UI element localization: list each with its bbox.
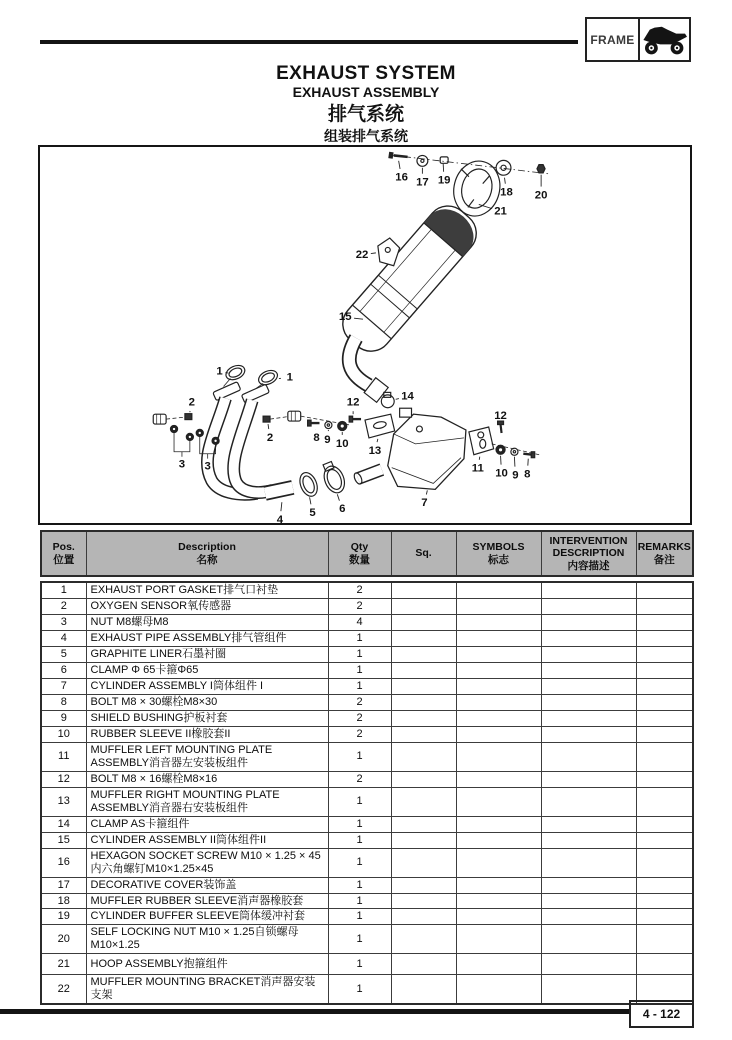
part-callout: 4	[276, 514, 284, 523]
screw-drawing	[388, 152, 407, 159]
frame-tab-label: FRAME	[587, 19, 640, 60]
pos-cell: 11	[41, 742, 86, 771]
intervention-cell	[541, 893, 636, 909]
clamp-as-drawing	[381, 392, 394, 407]
qty-cell: 2	[328, 726, 391, 742]
parts-table-body	[40, 581, 694, 1005]
part-callout: 9	[324, 433, 331, 446]
remarks-cell	[636, 742, 693, 771]
mounting-plate-right-drawing	[365, 414, 395, 438]
symbols-cell	[456, 848, 541, 877]
description-cell: GRAPHITE LINER石墨衬圈	[86, 647, 328, 663]
qty-cell: 1	[328, 662, 391, 678]
pos-cell: 17	[41, 877, 86, 893]
qty-cell: 1	[328, 816, 391, 832]
description-cell: CLAMP AS卡箍组件	[86, 816, 328, 832]
callout-leader-line	[281, 502, 282, 511]
sq-cell	[391, 832, 456, 848]
chamber-drawing	[388, 408, 466, 489]
callout-leader-line	[505, 178, 506, 184]
description-cell: RUBBER SLEEVE II橡胶套II	[86, 726, 328, 742]
symbols-cell	[456, 877, 541, 893]
part-callout: 15	[338, 311, 352, 324]
remarks-cell	[636, 615, 693, 631]
symbols-cell	[456, 832, 541, 848]
table-row	[41, 710, 693, 726]
description-cell: HOOP ASSEMBLY抱箍组件	[86, 954, 328, 975]
remarks-cell	[636, 662, 693, 678]
remarks-cell	[636, 599, 693, 615]
intervention-cell	[541, 678, 636, 694]
qty-cell: 1	[328, 631, 391, 647]
sq-cell	[391, 848, 456, 877]
mounting-plate-left-drawing	[469, 427, 494, 455]
table-row	[41, 975, 693, 1004]
intervention-cell	[541, 816, 636, 832]
symbols-cell	[456, 954, 541, 975]
part-callout: 8	[524, 468, 531, 481]
table-row	[41, 726, 693, 742]
qty-cell: 1	[328, 787, 391, 816]
symbols-cell	[456, 631, 541, 647]
description-cell: OXYGEN SENSOR氧传感器	[86, 599, 328, 615]
table-row	[41, 631, 693, 647]
remarks-cell	[636, 954, 693, 975]
pos-cell: 18	[41, 893, 86, 909]
intervention-cell	[541, 631, 636, 647]
intervention-cell	[541, 877, 636, 893]
pos-cell: 19	[41, 909, 86, 925]
qty-cell: 1	[328, 832, 391, 848]
symbols-cell	[456, 893, 541, 909]
description-cell: HEXAGON SOCKET SCREW M10 × 1.25 × 45内六角螺钉M10×1.25×45	[86, 848, 328, 877]
part-callout: 18	[500, 186, 513, 199]
pos-cell: 4	[41, 631, 86, 647]
page-number-box	[629, 1000, 694, 1028]
intervention-cell	[541, 832, 636, 848]
description-cell: DECORATIVE COVER装饰盖	[86, 877, 328, 893]
pos-cell: 16	[41, 848, 86, 877]
part-callout: 20	[534, 189, 548, 202]
symbols-cell	[456, 925, 541, 954]
part-callout: 8	[313, 431, 320, 444]
symbols-cell	[456, 662, 541, 678]
sq-cell	[391, 582, 456, 598]
part-callout: 12	[346, 396, 360, 409]
table-row	[41, 832, 693, 848]
table-row	[41, 742, 693, 771]
description-cell: CYLINDER ASSEMBLY II筒体组件II	[86, 832, 328, 848]
description-cell: EXHAUST PORT GASKET排气口衬垫	[86, 582, 328, 598]
pos-cell: 14	[41, 816, 86, 832]
muffler-drawing	[334, 198, 484, 360]
sq-cell	[391, 909, 456, 925]
nut-drawing	[537, 165, 545, 173]
fastener-drawing	[308, 416, 361, 430]
intervention-cell	[541, 975, 636, 1004]
footer-rule	[0, 1009, 629, 1014]
table-row	[41, 647, 693, 663]
part-callout: 7	[421, 497, 428, 510]
remarks-cell	[636, 631, 693, 647]
sq-cell	[391, 647, 456, 663]
intervention-cell	[541, 771, 636, 787]
part-callout: 5	[309, 507, 316, 520]
callout-leader-line	[514, 457, 515, 467]
description-cell: EXHAUST PIPE ASSEMBLY排气管组件	[86, 631, 328, 647]
pos-cell: 7	[41, 678, 86, 694]
intervention-cell	[541, 694, 636, 710]
callout-leader-line	[399, 161, 400, 169]
sq-cell	[391, 877, 456, 893]
part-callout: 3	[178, 458, 186, 471]
remarks-cell	[636, 832, 693, 848]
column-header-sq: Sq.	[391, 531, 456, 576]
sq-cell	[391, 816, 456, 832]
remarks-cell	[636, 710, 693, 726]
motorcycle-icon	[640, 19, 689, 60]
sq-cell	[391, 742, 456, 771]
part-callout: 12	[494, 410, 507, 423]
table-row	[41, 954, 693, 975]
qty-cell: 2	[328, 771, 391, 787]
qty-cell: 2	[328, 599, 391, 615]
header-rule	[40, 40, 578, 44]
clamp-drawing	[319, 459, 348, 495]
intervention-cell	[541, 647, 636, 663]
qty-cell: 1	[328, 877, 391, 893]
description-cell: MUFFLER RUBBER SLEEVE消声器橡胶套	[86, 893, 328, 909]
qty-cell: 4	[328, 615, 391, 631]
parts-table	[40, 530, 692, 1005]
callout-leader-line	[377, 439, 378, 442]
table-row	[41, 816, 693, 832]
table-row	[41, 771, 693, 787]
part-callout: 9	[512, 469, 519, 482]
qty-cell: 2	[328, 582, 391, 598]
pos-cell: 22	[41, 975, 86, 1004]
symbols-cell	[456, 787, 541, 816]
intervention-cell	[541, 909, 636, 925]
intervention-cell	[541, 615, 636, 631]
column-header-intervention: INTERVENTION DESCRIPTION 内容描述	[541, 531, 636, 576]
intervention-cell	[541, 726, 636, 742]
graphite-liner-drawing	[297, 470, 321, 499]
fastener-drawing-right	[492, 421, 539, 458]
qty-cell: 1	[328, 954, 391, 975]
part-callout: 14	[401, 390, 414, 403]
exploded-drawing	[40, 147, 690, 523]
table-row	[41, 877, 693, 893]
table-row	[41, 848, 693, 877]
part-callout: 1	[286, 371, 293, 384]
sq-cell	[391, 631, 456, 647]
callout-leader-line	[396, 399, 399, 400]
remarks-cell	[636, 678, 693, 694]
remarks-cell	[636, 787, 693, 816]
table-row	[41, 925, 693, 954]
symbols-cell	[456, 975, 541, 1004]
part-callout: 3	[204, 460, 211, 473]
column-header-description: Description 名称	[86, 531, 328, 576]
description-cell: CLAMP Φ 65卡箍Φ65	[86, 662, 328, 678]
table-row	[41, 615, 693, 631]
qty-cell: 1	[328, 647, 391, 663]
table-row	[41, 787, 693, 816]
page-subtitle-zh: 组装排气系统	[324, 128, 408, 144]
part-callout: 2	[188, 396, 196, 409]
pos-cell: 12	[41, 771, 86, 787]
description-cell: SHIELD BUSHING护板衬套	[86, 710, 328, 726]
decorative-cover-drawing	[417, 155, 428, 166]
frame-tab-box	[585, 17, 691, 62]
symbols-cell	[456, 599, 541, 615]
remarks-cell	[636, 771, 693, 787]
description-cell: NUT M8螺母M8	[86, 615, 328, 631]
sq-cell	[391, 975, 456, 1004]
callout-leader-line	[310, 497, 311, 504]
exploded-view-diagram	[38, 145, 692, 525]
intervention-cell	[541, 925, 636, 954]
description-cell: MUFFLER MOUNTING BRACKET消声器安装支架	[86, 975, 328, 1004]
pos-cell: 5	[41, 647, 86, 663]
sq-cell	[391, 662, 456, 678]
column-header-pos: Pos. 位置	[41, 531, 86, 576]
symbols-cell	[456, 726, 541, 742]
sq-cell	[391, 599, 456, 615]
symbols-cell	[456, 647, 541, 663]
intervention-cell	[541, 710, 636, 726]
part-callout: 22	[355, 248, 369, 261]
remarks-cell	[636, 647, 693, 663]
pos-cell: 2	[41, 599, 86, 615]
part-callout: 10	[495, 467, 508, 480]
page-number: 4 - 122	[642, 1007, 681, 1021]
column-header-symbols: SYMBOLS 标志	[456, 531, 541, 576]
table-row	[41, 662, 693, 678]
table-row	[41, 599, 693, 615]
symbols-cell	[456, 582, 541, 598]
title-block	[0, 64, 732, 145]
remarks-cell	[636, 893, 693, 909]
part-callout: 6	[339, 503, 346, 516]
qty-cell: 2	[328, 694, 391, 710]
pos-cell: 6	[41, 662, 86, 678]
table-row	[41, 582, 693, 598]
part-callout: 11	[471, 462, 484, 475]
intervention-cell	[541, 848, 636, 877]
rubber-sleeve-drawing	[496, 160, 511, 175]
intervention-cell	[541, 954, 636, 975]
pos-cell: 1	[41, 582, 86, 598]
part-callout: 17	[416, 176, 429, 189]
qty-cell: 1	[328, 909, 391, 925]
qty-cell: 1	[328, 848, 391, 877]
page-title: EXHAUST SYSTEM	[276, 63, 456, 84]
callout-leader-line	[337, 494, 339, 500]
sq-cell	[391, 954, 456, 975]
symbols-cell	[456, 678, 541, 694]
remarks-cell	[636, 877, 693, 893]
part-callout: 1	[216, 365, 223, 378]
pos-cell: 9	[41, 710, 86, 726]
intervention-cell	[541, 599, 636, 615]
intervention-cell	[541, 787, 636, 816]
sq-cell	[391, 893, 456, 909]
pos-cell: 13	[41, 787, 86, 816]
intervention-cell	[541, 742, 636, 771]
symbols-cell	[456, 615, 541, 631]
remarks-cell	[636, 694, 693, 710]
description-cell: BOLT M8 × 30螺栓M8×30	[86, 694, 328, 710]
symbols-cell	[456, 710, 541, 726]
table-row	[41, 694, 693, 710]
pos-cell: 20	[41, 925, 86, 954]
remarks-cell	[636, 582, 693, 598]
sq-cell	[391, 615, 456, 631]
remarks-cell	[636, 909, 693, 925]
remarks-cell	[636, 848, 693, 877]
symbols-cell	[456, 816, 541, 832]
table-row	[41, 678, 693, 694]
symbols-cell	[456, 742, 541, 771]
sq-cell	[391, 771, 456, 787]
sq-cell	[391, 694, 456, 710]
intervention-cell	[541, 662, 636, 678]
qty-cell: 1	[328, 925, 391, 954]
part-callout: 21	[494, 205, 507, 218]
callout-leader-line	[268, 424, 269, 429]
description-cell: BOLT M8 × 16螺栓M8×16	[86, 771, 328, 787]
intervention-cell	[541, 582, 636, 598]
part-callout: 13	[368, 444, 382, 457]
column-header-qty: Qty 数量	[328, 531, 391, 576]
remarks-cell	[636, 816, 693, 832]
qty-cell: 1	[328, 975, 391, 1004]
description-cell: MUFFLER LEFT MOUNTING PLATE ASSEMBLY消音器左安装板组件	[86, 742, 328, 771]
column-header-remarks: REMARKS 备注	[636, 531, 693, 576]
page-title-zh: 排气系统	[327, 104, 404, 125]
symbols-cell	[456, 909, 541, 925]
description-cell: CYLINDER BUFFER SLEEVE筒体缓冲衬套	[86, 909, 328, 925]
pos-cell: 8	[41, 694, 86, 710]
callout-leader-line	[479, 457, 480, 460]
part-callout: 2	[266, 431, 274, 444]
description-cell: CYLINDER ASSEMBLY I筒体组件 I	[86, 678, 328, 694]
pos-cell: 21	[41, 954, 86, 975]
buffer-sleeve-drawing	[440, 157, 448, 163]
sq-cell	[391, 925, 456, 954]
description-cell: MUFFLER RIGHT MOUNTING PLATE ASSEMBLY消音器右安装板组件	[86, 787, 328, 816]
sq-cell	[391, 787, 456, 816]
table-row	[41, 909, 693, 925]
remarks-cell	[636, 925, 693, 954]
remarks-cell	[636, 726, 693, 742]
pos-cell: 10	[41, 726, 86, 742]
part-callout: 19	[437, 174, 451, 187]
callout-leader-line	[371, 253, 376, 254]
page-subtitle: EXHAUST ASSEMBLY	[292, 84, 440, 100]
qty-cell: 1	[328, 742, 391, 771]
qty-cell: 1	[328, 893, 391, 909]
table-row	[41, 893, 693, 909]
part-callout: 16	[395, 171, 408, 184]
pos-cell: 15	[41, 832, 86, 848]
sq-cell	[391, 710, 456, 726]
qty-cell: 1	[328, 678, 391, 694]
parts-table-header	[40, 530, 694, 577]
qty-cell: 2	[328, 710, 391, 726]
sq-cell	[391, 726, 456, 742]
callout-leader-line	[426, 490, 427, 494]
exhaust-pipes-drawing	[204, 363, 292, 495]
pos-cell: 3	[41, 615, 86, 631]
sq-cell	[391, 678, 456, 694]
description-cell: SELF LOCKING NUT M10 × 1.25自锁螺母M10×1.25	[86, 925, 328, 954]
part-callout: 10	[335, 437, 349, 450]
symbols-cell	[456, 771, 541, 787]
symbols-cell	[456, 694, 541, 710]
